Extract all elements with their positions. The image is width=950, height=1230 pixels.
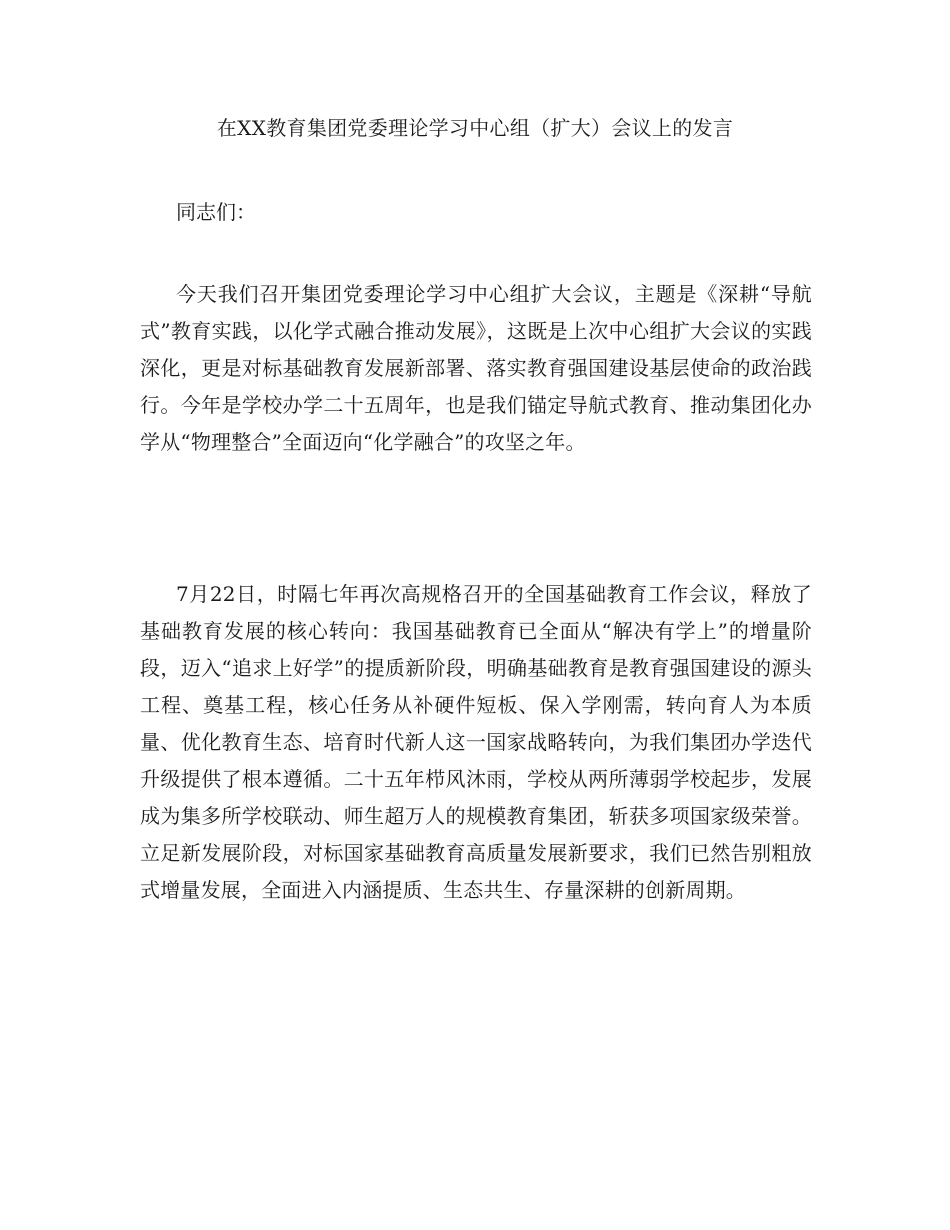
document-title: 在XX教育集团党委理论学习中心组（扩大）会议上的发言 [216, 116, 734, 140]
paragraph-2: 7月22日，时隔七年再次高规格召开的全国基础教育工作会议，释放了基础教育发展的核心转向：我国基础教育已全面从“解决有学上”的增量阶段，迈入“追求上好学”的提质新阶段，明确基础教育是教育强国建设的源头工程、奠基工程，核心任务从补硬件短板、保入学刚需，转向育人为本质量、优化教育生态、培育时代新人这一国家战略转向，为我们集团办学迭代升级提供了根本遵循。二十五年栉风沐雨，学校从两所薄弱学校起步，发展成为集多所学校联动、师生超万人的规模教育集团，斩获多项国家级荣誉。立足新发展阶段，对标国家基础教育高质量发展新要求，我们已然告别粗放式增量发展，全面进入内涵提质、生态共生、存量深耕的创新周期。 [140, 582, 812, 902]
salutation: 同志们： [176, 200, 256, 224]
paragraph-1: 今天我们召开集团党委理论学习中心组扩大会议，主题是《深耕“导航式”教育实践，以化学式融合推动发展》，这既是上次中心组扩大会议的实践深化，更是对标基础教育发展新部署、落实教育强国建设基层使命的政治践行。今年是学校办学二十五周年，也是我们锚定导航式教育、推动集团化办学从“物理整合”全面迈向“化学融合”的攻坚之年。 [140, 282, 812, 454]
